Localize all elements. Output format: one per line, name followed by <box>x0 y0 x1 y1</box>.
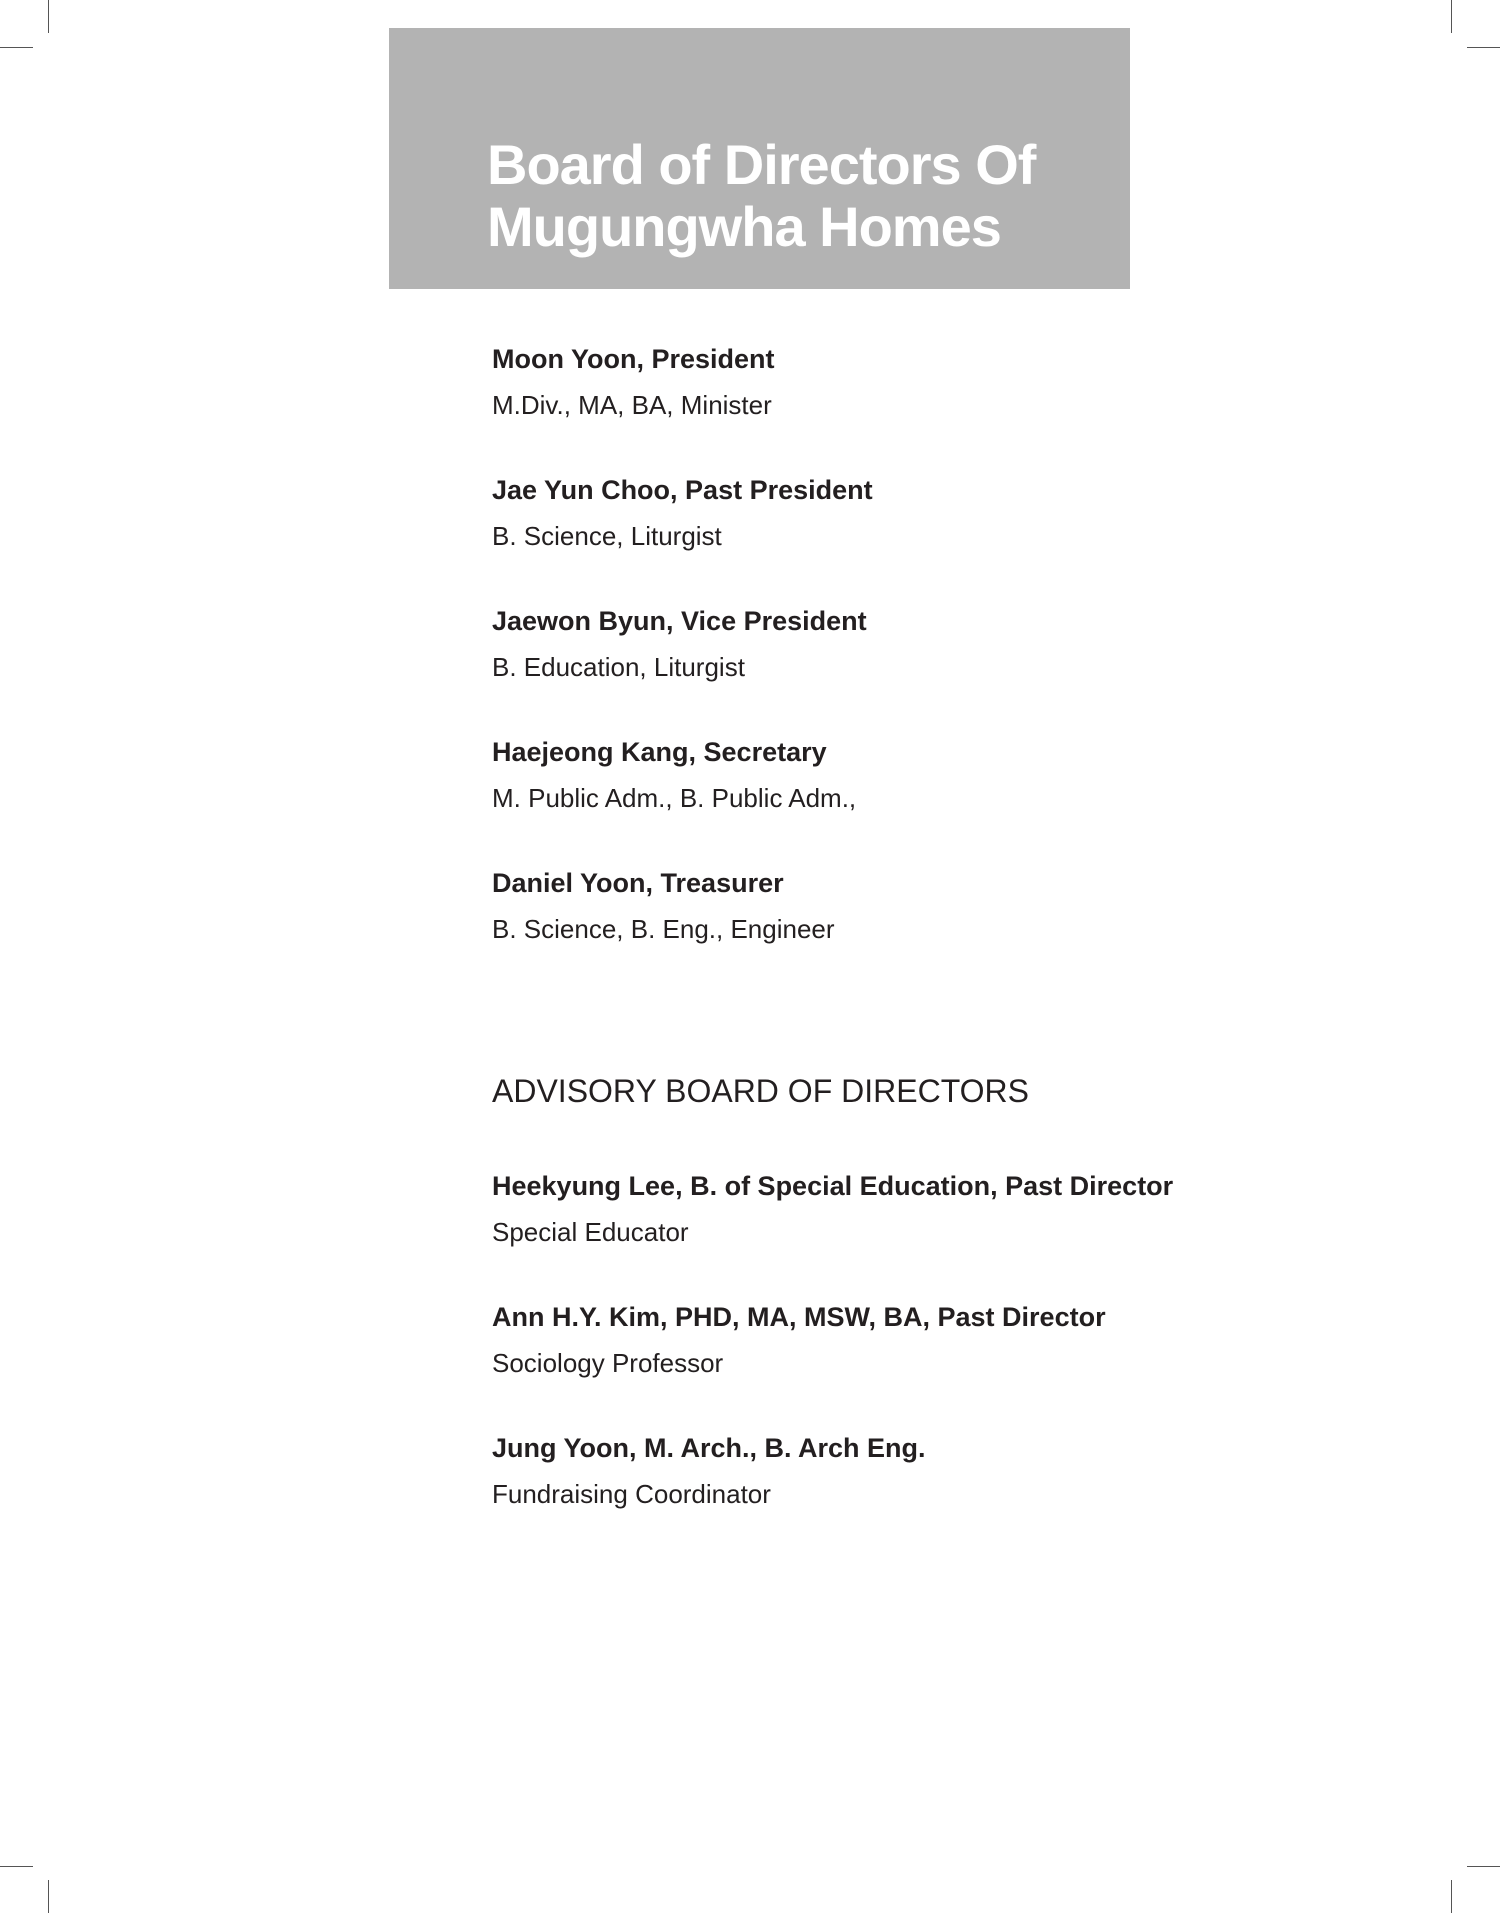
board-entry <box>492 336 1292 428</box>
member-name: Moon Yoon, President <box>492 344 775 374</box>
board-entry <box>492 467 1292 559</box>
title-banner <box>389 28 1130 289</box>
board-entry <box>492 598 1292 690</box>
board-entry <box>492 729 1292 821</box>
member-name: Haejeong Kang, Secretary <box>492 737 827 767</box>
member-name: Jung Yoon, M. Arch., B. Arch Eng. <box>492 1433 926 1463</box>
advisory-heading: ADVISORY BOARD OF DIRECTORS <box>492 1073 1029 1109</box>
board-list <box>492 336 1292 991</box>
advisory-entry <box>492 1425 1342 1517</box>
member-name: Jae Yun Choo, Past President <box>492 475 873 505</box>
board-entry <box>492 860 1292 952</box>
crop-mark <box>1451 0 1452 33</box>
title-line-2: Mugungwha Homes <box>487 195 1001 258</box>
member-name: Daniel Yoon, Treasurer <box>492 868 784 898</box>
member-role: Special Educator <box>492 1217 689 1247</box>
member-role: M.Div., MA, BA, Minister <box>492 390 772 420</box>
member-role: B. Science, Liturgist <box>492 521 722 551</box>
member-name: Ann H.Y. Kim, PHD, MA, MSW, BA, Past Director <box>492 1302 1106 1332</box>
member-name: Heekyung Lee, B. of Special Education, Past Director <box>492 1171 1174 1201</box>
member-role: Fundraising Coordinator <box>492 1479 771 1509</box>
member-role: M. Public Adm., B. Public Adm., <box>492 783 857 813</box>
crop-mark <box>1451 1880 1452 1913</box>
member-role: B. Education, Liturgist <box>492 652 745 682</box>
member-role: B. Science, B. Eng., Engineer <box>492 914 835 944</box>
crop-mark <box>0 47 33 48</box>
crop-mark <box>0 1866 33 1867</box>
member-role: Sociology Professor <box>492 1348 724 1378</box>
crop-mark <box>1467 1866 1500 1867</box>
crop-mark <box>48 1880 49 1913</box>
advisory-list <box>492 1163 1342 1556</box>
title-line-1: Board of Directors Of <box>487 133 1036 196</box>
advisory-entry <box>492 1294 1342 1386</box>
page-title <box>487 134 1035 258</box>
member-name: Jaewon Byun, Vice President <box>492 606 867 636</box>
crop-mark <box>1467 47 1500 48</box>
crop-mark <box>48 0 49 33</box>
advisory-entry <box>492 1163 1342 1255</box>
